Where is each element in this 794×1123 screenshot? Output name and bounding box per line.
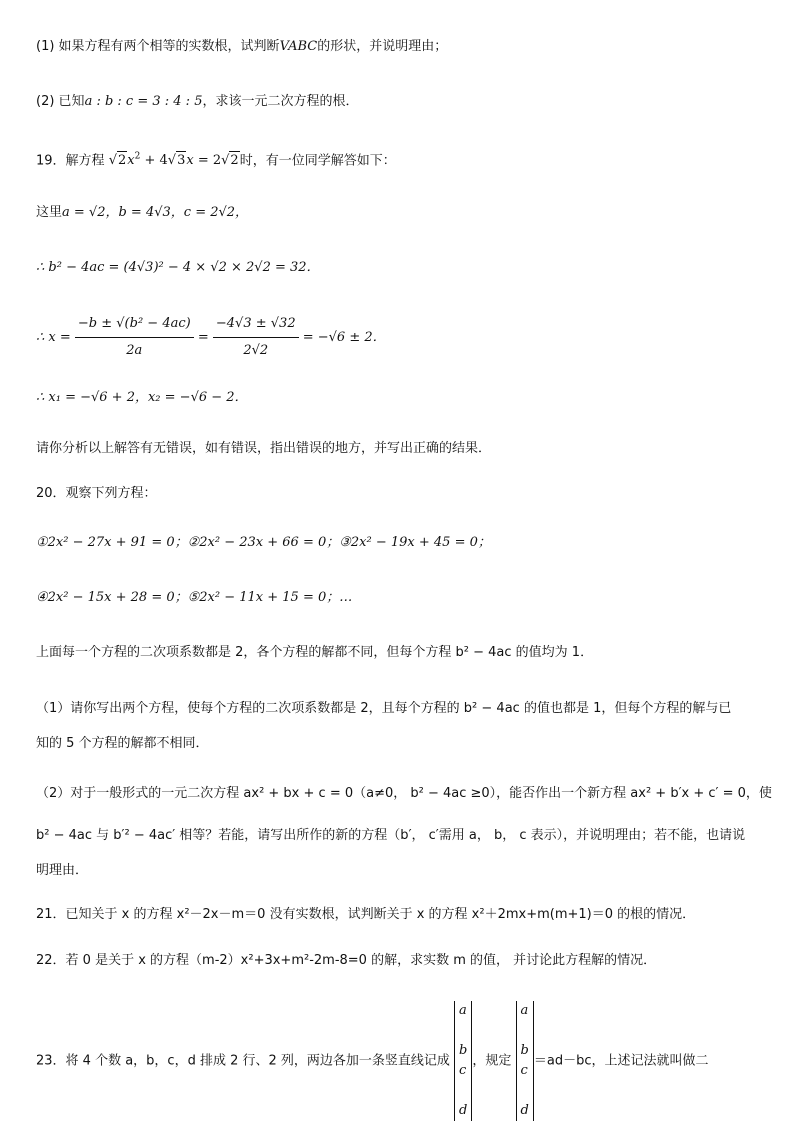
q19-roots: ∴ x₁ = −√6 + 2，x₂ = −√6 − 2． — [36, 390, 248, 405]
question-22: 22．若 0 是关于 x 的方程（m-2）x²+3x+m²-2m-8=0 的解，求实数 m 的值， 并讨论此方程解的情况． — [36, 953, 657, 968]
q20-part2-line1: （2）对于一般形式的一元二次方程 ax² + bx + c = 0（a≠0， b² − 4ac ≥0），能否作出一个新方程 ax² + b′x + c′ = 0，使 — [36, 786, 772, 801]
determinant-definition: a b c d — [516, 1001, 534, 1121]
q19-coefficients: 这里a = √2，b = 4√3，c = 2√2， — [36, 205, 249, 220]
q20-part2-line2: b² − 4ac 与 b′² − 4ac′ 相等？若能，请写出所作的新的方程（b′， c′需用 a， b， c 表示），并说明理由；若不能，也请说 — [36, 828, 746, 843]
equation-19: $√2x^2 + 4√3x = 2√2$ — [108, 152, 239, 169]
part-2-question: (2) 已知a : b : c = 3 : 4 : 5，求该一元二次方程的根． — [36, 94, 359, 109]
fraction-substituted: $\frac{-4√3 \pm √32}{2√2}$ — [213, 313, 299, 362]
question-23: 23．将 4 个数 a，b，c，d 排成 2 行、2 列，两边各加一条竖直线记成 a b c d ，规定 a b c d ＝ad－bc，上述记法就叫做二 — [36, 1001, 708, 1121]
part-1-question: (1) 如果方程有两个相等的实数根，试判断VABC的形状，并说明理由； — [36, 39, 448, 54]
fraction-quadratic-formula: $\frac{\text{−b ± √(b² − 4ac)}}{2a}$ — [75, 313, 194, 362]
q20-equations-row1: ①2x² − 27x + 91 = 0；②2x² − 23x + 66 = 0；③2x² − 19x + 45 = 0； — [36, 535, 491, 550]
q19-discriminant: ∴ b² − 4ac = (4√3)² − 4 × √2 × 2√2 = 32． — [36, 260, 320, 275]
ratio-expression: a : b : c = 3 : 4 : 5 — [84, 94, 203, 109]
q20-observation: 上面每一个方程的二次项系数都是 2，各个方程的解都不同，但每个方程 b² − 4ac 的值均为 1． — [36, 645, 594, 660]
question-21: 21．已知关于 x 的方程 x²－2x－m＝0 没有实数根，试判断关于 x 的方程 x²＋2mx+m(m+1)＝0 的根的情况． — [36, 907, 696, 922]
q20-part1-line1: （1）请你写出两个方程，使每个方程的二次项系数都是 2，且每个方程的 b² − 4ac 的值也都是 1，但每个方程的解与已 — [36, 701, 732, 716]
q20-part1-line2: 知的 5 个方程的解都不相同． — [36, 736, 209, 751]
question-20-title: 20．观察下列方程： — [36, 486, 157, 501]
q19-formula: ∴ x = $\frac{\text{−b ± √(b² − 4ac)}}{2a}$ = $\frac{-4√3 \pm √32}{2√2}$ = −√6 ± 2． — [36, 313, 386, 362]
question-19: 19．解方程 $√2x^2 + 4√3x = 2√2$时，有一位同学解答如下： — [36, 152, 396, 169]
q19-instruction: 请你分析以上解答有无错误，如有错误，指出错误的地方，并写出正确的结果． — [36, 441, 492, 456]
determinant-notation: a b c d — [454, 1001, 472, 1121]
q20-equations-row2: ④2x² − 15x + 28 = 0；⑤2x² − 11x + 15 = 0；… — [36, 590, 353, 605]
q20-part2-line3: 明理由． — [36, 863, 89, 878]
triangle-label: VABC — [279, 39, 318, 54]
